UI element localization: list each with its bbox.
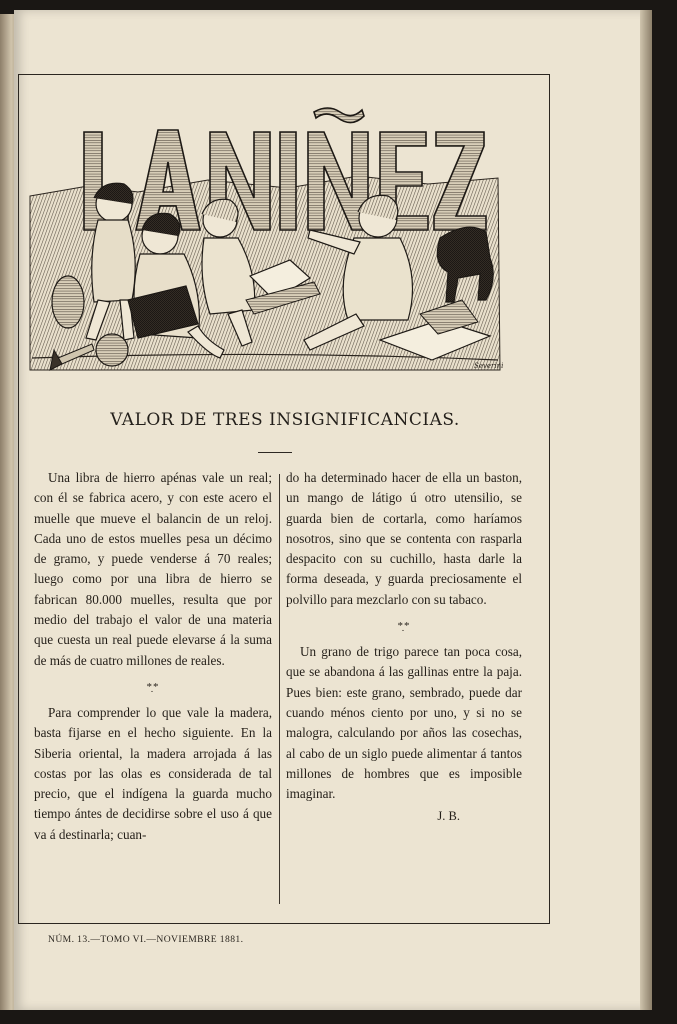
paragraph-trigo: Un grano de trigo parece tan poca cosa, que se abandona á las gallinas entre la paja. Pues bien: este grano, sembrado, puede dar cuando ménos ciento por uno, y si no se malogra, calculando por años las cosechas, al cabo de un siglo puede alimentar á tantos millones de hombres que es imposible imaginar. [286,644,522,802]
column-divider [279,474,280,904]
section-separator: *̣* [397,620,411,633]
paragraph-hierro: Una libra de hierro apénas vale un real; con él se fabrica acero, y con este acero el muelle que mueve el balancin de un reloj. Cada uno de estos muelles pesa un décimo de gramo, y puede venderse á 70 reales; luego como por una libra de hierro se fabrican 80.000 muelles, resulta que por medio del trabajo el valor de una materia que cuesta un real puede elevarse á la suma de más de cuatro millones de reales. [34,470,272,668]
paragraph-madera: Para comprender lo que vale la madera, basta fijarse en el hecho siguiente. En la Siberia oriental, la madera arrojada á las costas por las olas es considerada de tal precio, que el indígena la guarda mucho tiempo ántes de decidirse sobre el uso á que va á destinarla; cuan- [34,704,272,842]
paragraph-madera-cont: do ha determinado hacer de ella un baston, un mango de látigo ú otro utensilio, se guarda bien de cortarla, como haríamos nosotros, sino que se contenta con rasparla despacito con su cuchillo, hasta darle la forma deseada, y guarda preciosamente el polvillo para mezclarlo con su tabaco. [286,470,522,607]
article-title: VALOR DE TRES INSIGNIFICANCIAS. [110,410,460,430]
author-initials: J. B. [437,809,460,824]
masthead-illustration [28,88,508,378]
engraving-children-reading [28,88,508,378]
section-separator: *̣* [146,680,160,693]
left-column [34,468,272,845]
right-column [286,468,522,827]
engraver-signature: Severini [474,362,504,370]
issue-footer: NÚM. 13.—TOMO VI.—NOVIEMBRE 1881. [48,934,244,945]
title-rule [258,452,292,453]
page-edge-shadow [640,10,652,1010]
